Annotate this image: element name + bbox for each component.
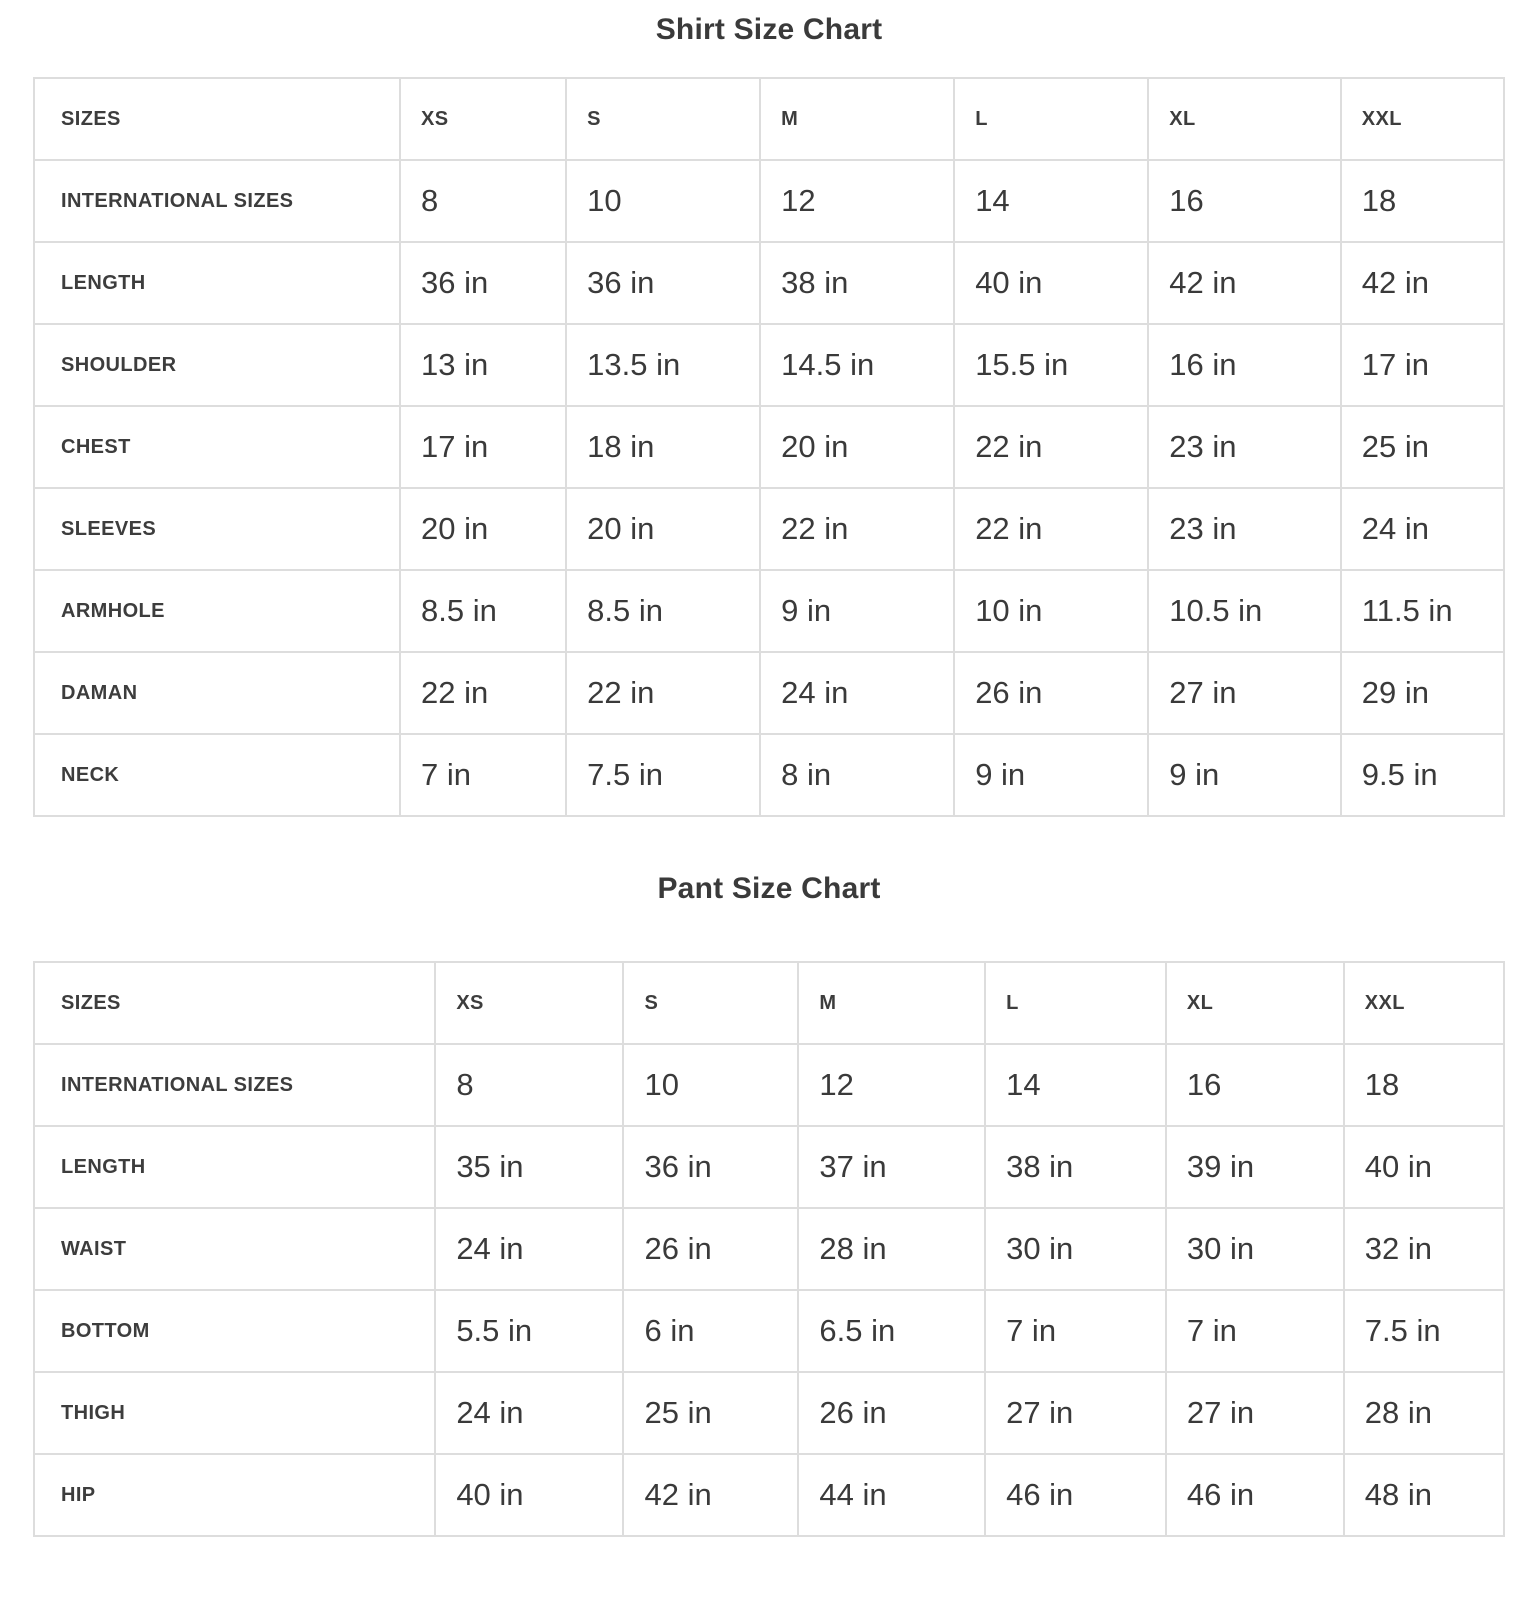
cell-value: 12	[760, 160, 954, 242]
cell-value: 42 in	[623, 1454, 798, 1536]
cell-value: 17 in	[400, 406, 566, 488]
cell-value: 9.5 in	[1341, 734, 1504, 816]
cell-value: 40 in	[435, 1454, 623, 1536]
table-row-international-sizes	[34, 160, 1504, 242]
cell-value: 18 in	[566, 406, 760, 488]
row-label: BOTTOM	[34, 1290, 435, 1372]
cell-value: 29 in	[1341, 652, 1504, 734]
cell-value: 40 in	[954, 242, 1148, 324]
cell-value: 9 in	[760, 570, 954, 652]
cell-value: 9 in	[954, 734, 1148, 816]
column-header-m: M	[798, 962, 985, 1044]
table-row-hip	[34, 1454, 1504, 1536]
cell-value: 8.5 in	[566, 570, 760, 652]
cell-value: 7.5 in	[566, 734, 760, 816]
row-label: LENGTH	[34, 1126, 435, 1208]
cell-value: 28 in	[1344, 1372, 1504, 1454]
row-label: INTERNATIONAL SIZES	[34, 1044, 435, 1126]
pant-size-chart-section	[33, 817, 1505, 1537]
cell-value: 11.5 in	[1341, 570, 1504, 652]
column-header-xs: XS	[400, 78, 566, 160]
cell-value: 16 in	[1148, 324, 1341, 406]
column-header-m: M	[760, 78, 954, 160]
cell-value: 16	[1148, 160, 1341, 242]
column-header-xxl: XXL	[1344, 962, 1504, 1044]
cell-value: 6.5 in	[798, 1290, 985, 1372]
cell-value: 8.5 in	[400, 570, 566, 652]
cell-value: 7 in	[985, 1290, 1166, 1372]
cell-value: 38 in	[760, 242, 954, 324]
cell-value: 26 in	[954, 652, 1148, 734]
row-label: NECK	[34, 734, 400, 816]
cell-value: 18	[1341, 160, 1504, 242]
row-label: HIP	[34, 1454, 435, 1536]
cell-value: 25 in	[623, 1372, 798, 1454]
table-row-neck	[34, 734, 1504, 816]
row-label: SHOULDER	[34, 324, 400, 406]
cell-value: 20 in	[400, 488, 566, 570]
cell-value: 23 in	[1148, 488, 1341, 570]
shirt-chart-title: Shirt Size Chart	[655, 13, 883, 46]
column-header-xs: XS	[435, 962, 623, 1044]
cell-value: 48 in	[1344, 1454, 1504, 1536]
cell-value: 8	[400, 160, 566, 242]
cell-value: 22 in	[400, 652, 566, 734]
column-header-sizes: SIZES	[34, 962, 435, 1044]
cell-value: 40 in	[1344, 1126, 1504, 1208]
cell-value: 6 in	[623, 1290, 798, 1372]
column-header-xl: XL	[1148, 78, 1341, 160]
cell-value: 27 in	[1166, 1372, 1344, 1454]
table-row-length	[34, 1126, 1504, 1208]
cell-value: 8 in	[760, 734, 954, 816]
cell-value: 42 in	[1341, 242, 1504, 324]
column-header-s: S	[623, 962, 798, 1044]
header-row	[34, 78, 1504, 160]
cell-value: 18	[1344, 1044, 1504, 1126]
cell-value: 22 in	[954, 406, 1148, 488]
row-label: ARMHOLE	[34, 570, 400, 652]
cell-value: 36 in	[400, 242, 566, 324]
cell-value: 13.5 in	[566, 324, 760, 406]
column-header-sizes: SIZES	[34, 78, 400, 160]
cell-value: 7.5 in	[1344, 1290, 1504, 1372]
table-row-shoulder	[34, 324, 1504, 406]
pant-size-table	[33, 961, 1505, 1537]
row-label: LENGTH	[34, 242, 400, 324]
header-row	[34, 962, 1504, 1044]
pant-chart-title: Pant Size Chart	[657, 872, 881, 905]
cell-value: 27 in	[985, 1372, 1166, 1454]
cell-value: 23 in	[1148, 406, 1341, 488]
cell-value: 10	[566, 160, 760, 242]
cell-value: 30 in	[1166, 1208, 1344, 1290]
row-label: CHEST	[34, 406, 400, 488]
column-header-xxl: XXL	[1341, 78, 1504, 160]
shirt-size-chart-section	[33, 0, 1505, 817]
cell-value: 24 in	[760, 652, 954, 734]
cell-value: 22 in	[760, 488, 954, 570]
cell-value: 12	[798, 1044, 985, 1126]
cell-value: 20 in	[566, 488, 760, 570]
cell-value: 30 in	[985, 1208, 1166, 1290]
table-row-waist	[34, 1208, 1504, 1290]
cell-value: 25 in	[1341, 406, 1504, 488]
column-header-l: L	[985, 962, 1166, 1044]
cell-value: 14.5 in	[760, 324, 954, 406]
cell-value: 24 in	[435, 1372, 623, 1454]
cell-value: 20 in	[760, 406, 954, 488]
table-row-armhole	[34, 570, 1504, 652]
table-row-bottom	[34, 1290, 1504, 1372]
row-label: SLEEVES	[34, 488, 400, 570]
column-header-l: L	[954, 78, 1148, 160]
cell-value: 14	[954, 160, 1148, 242]
cell-value: 14	[985, 1044, 1166, 1126]
column-header-s: S	[566, 78, 760, 160]
cell-value: 5.5 in	[435, 1290, 623, 1372]
cell-value: 37 in	[798, 1126, 985, 1208]
cell-value: 27 in	[1148, 652, 1341, 734]
cell-value: 16	[1166, 1044, 1344, 1126]
column-header-xl: XL	[1166, 962, 1344, 1044]
shirt-size-table	[33, 77, 1505, 817]
cell-value: 15.5 in	[954, 324, 1148, 406]
row-label: DAMAN	[34, 652, 400, 734]
cell-value: 46 in	[1166, 1454, 1344, 1536]
cell-value: 35 in	[435, 1126, 623, 1208]
cell-value: 17 in	[1341, 324, 1504, 406]
cell-value: 13 in	[400, 324, 566, 406]
row-label: INTERNATIONAL SIZES	[34, 160, 400, 242]
cell-value: 32 in	[1344, 1208, 1504, 1290]
cell-value: 22 in	[954, 488, 1148, 570]
cell-value: 8	[435, 1044, 623, 1126]
table-row-thigh	[34, 1372, 1504, 1454]
cell-value: 22 in	[566, 652, 760, 734]
cell-value: 28 in	[798, 1208, 985, 1290]
cell-value: 9 in	[1148, 734, 1341, 816]
cell-value: 10.5 in	[1148, 570, 1341, 652]
cell-value: 10 in	[954, 570, 1148, 652]
cell-value: 7 in	[1166, 1290, 1344, 1372]
cell-value: 36 in	[623, 1126, 798, 1208]
table-row-sleeves	[34, 488, 1504, 570]
cell-value: 39 in	[1166, 1126, 1344, 1208]
table-row-international-sizes	[34, 1044, 1504, 1126]
table-row-chest	[34, 406, 1504, 488]
cell-value: 46 in	[985, 1454, 1166, 1536]
cell-value: 44 in	[798, 1454, 985, 1536]
cell-value: 26 in	[623, 1208, 798, 1290]
cell-value: 42 in	[1148, 242, 1341, 324]
row-label: WAIST	[34, 1208, 435, 1290]
cell-value: 7 in	[400, 734, 566, 816]
row-label: THIGH	[34, 1372, 435, 1454]
cell-value: 26 in	[798, 1372, 985, 1454]
table-row-daman	[34, 652, 1504, 734]
cell-value: 24 in	[1341, 488, 1504, 570]
cell-value: 36 in	[566, 242, 760, 324]
table-row-length	[34, 242, 1504, 324]
cell-value: 10	[623, 1044, 798, 1126]
cell-value: 24 in	[435, 1208, 623, 1290]
cell-value: 38 in	[985, 1126, 1166, 1208]
